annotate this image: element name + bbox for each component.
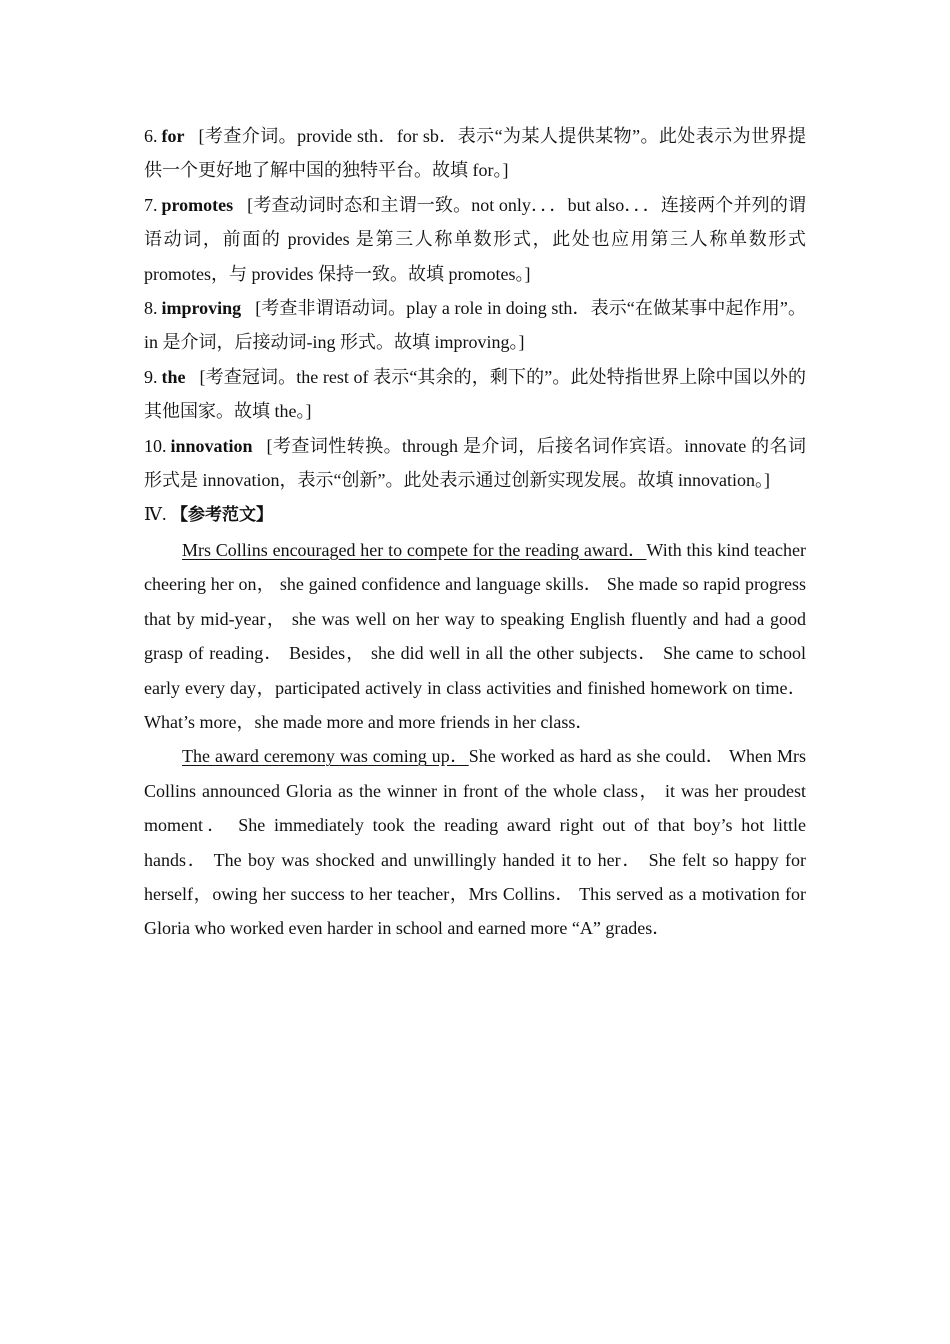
answer-item-10 — [144, 429, 806, 498]
section-title: 【参考范文】 — [170, 505, 273, 526]
answer-word: promotes — [161, 194, 234, 215]
essay-body: She worked as hard as she could． When Mrs Collins announced Gloria as the winner in front of the whole class， it was her proudest moment． She immediately took the reading award right out of that boy’s hot little hands． The boy was shocked and unwillingly handed it to her． She felt so happy for herself，owing her success to her teacher，Mrs Collins． This served as a motivation for Gloria who worked even harder in school and earned more “A” grades． — [144, 746, 806, 939]
answer-word: improving — [161, 298, 242, 319]
essay-paragraph-1 — [144, 533, 806, 739]
section-heading — [144, 497, 806, 532]
answer-item-6 — [144, 119, 806, 188]
answer-explanation: [考查动词时态和主谓一致。not only．．．but also．．．连接两个并列的谓语动词，前面的 provides 是第三人称单数形式，此处也应用第三人称单数形式 promotes，与 provides 保持一致。故填 promotes。] — [144, 194, 806, 284]
answer-number: 7. — [144, 194, 158, 215]
answer-word: for — [161, 126, 185, 146]
answer-number: 9. — [144, 366, 158, 387]
answer-item-9 — [144, 360, 806, 429]
essay-paragraph-2 — [144, 739, 806, 945]
essay-lead-sentence: The award ceremony was coming up． — [182, 746, 469, 767]
section-numeral: Ⅳ. — [144, 504, 167, 525]
essay-body: With this kind teacher cheering her on， she gained confidence and language skills． She made so rapid progress that by mid-year， she was well on her way to speaking English fluently and had a good grasp of reading． Besides， she did well in all the other subjects． She came to school early every day，participated actively in class activities and finished homework on time． What’s more，she made more and more friends in her class． — [144, 539, 806, 732]
answer-item-8 — [144, 291, 806, 360]
answer-number: 6. — [144, 126, 158, 146]
answer-word: innovation — [170, 435, 253, 456]
essay-lead-sentence: Mrs Collins encouraged her to compete for the reading award． — [182, 539, 647, 560]
answer-number: 10. — [144, 435, 167, 456]
answer-word: the — [161, 366, 186, 387]
answer-explanation: [考查词性转换。through 是介词，后接名词作宾语。innovate 的名词形式是 innovation，表示“创新”。此处表示通过创新实现发展。故填 innovation。] — [144, 435, 806, 491]
answer-explanation: [考查介词。provide sth．for sb．表示“为某人提供某物”。此处表示为世界提供一个更好地了解中国的独特平台。故填 for。] — [144, 126, 806, 181]
answer-explanation: [考查冠词。the rest of 表示“其余的，剩下的”。此处特指世界上除中国以外的其他国家。故填 the。] — [144, 366, 806, 422]
answer-explanation: [考查非谓语动词。play a role in doing sth．表示“在做某事中起作用”。in 是介词，后接动词-ing 形式。故填 improving。] — [144, 298, 806, 353]
answer-item-7 — [144, 188, 806, 291]
answer-number: 8. — [144, 298, 158, 319]
answer-key — [144, 119, 806, 946]
